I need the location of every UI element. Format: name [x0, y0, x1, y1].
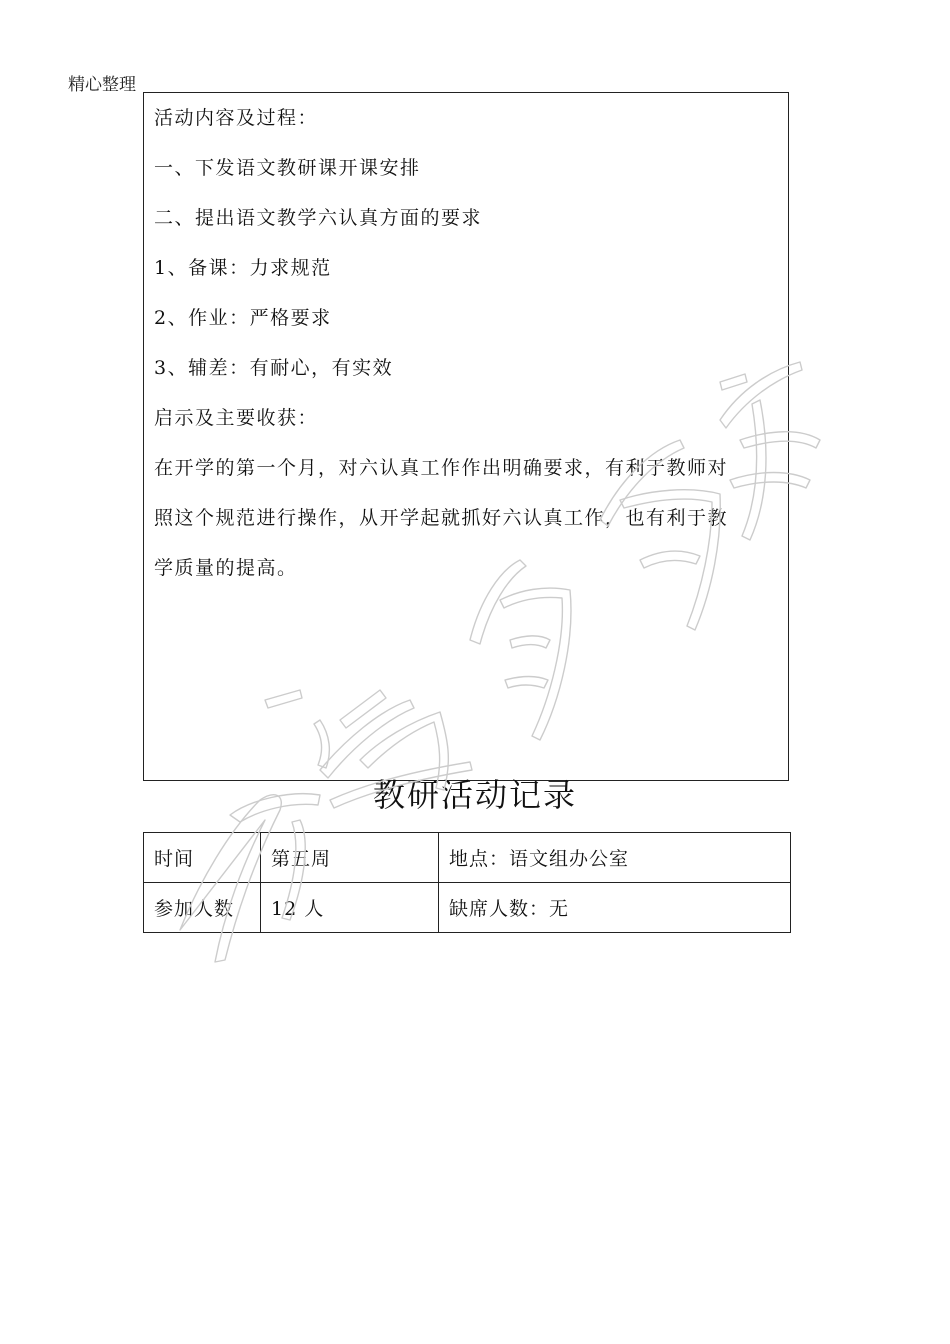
content-line: 一、下发语文教研课开课安排 — [154, 157, 421, 179]
table-cell: 时间 — [144, 833, 261, 883]
table-row — [144, 883, 791, 933]
content-line: 二、提出语文教学六认真方面的要求 — [154, 207, 483, 229]
table-cell: 第五周 — [261, 833, 439, 883]
content-line: 3、辅差：有耐心，有实效 — [154, 357, 394, 379]
content-line: 活动内容及过程： — [154, 107, 319, 129]
activity-content-box — [143, 92, 789, 781]
header-label: 精心整理 — [68, 75, 136, 95]
record-title: 教研活动记录 — [372, 776, 577, 814]
table-cell: 12 人 — [261, 883, 439, 933]
content-line: 1、备课：力求规范 — [154, 257, 332, 279]
content-line: 学质量的提高。 — [154, 557, 298, 579]
table-cell: 参加人数 — [144, 883, 261, 933]
table-cell: 缺席人数：无 — [439, 883, 791, 933]
record-info-table — [143, 832, 791, 933]
content-line: 2、作业：严格要求 — [154, 307, 332, 329]
table-row — [144, 833, 791, 883]
content-line: 启示及主要收获： — [154, 407, 319, 429]
content-line: 照这个规范进行操作，从开学起就抓好六认真工作，也有利于教 — [154, 507, 729, 529]
table-cell: 地点：语文组办公室 — [439, 833, 791, 883]
content-line: 在开学的第一个月，对六认真工作作出明确要求，有利于教师对 — [154, 457, 729, 479]
